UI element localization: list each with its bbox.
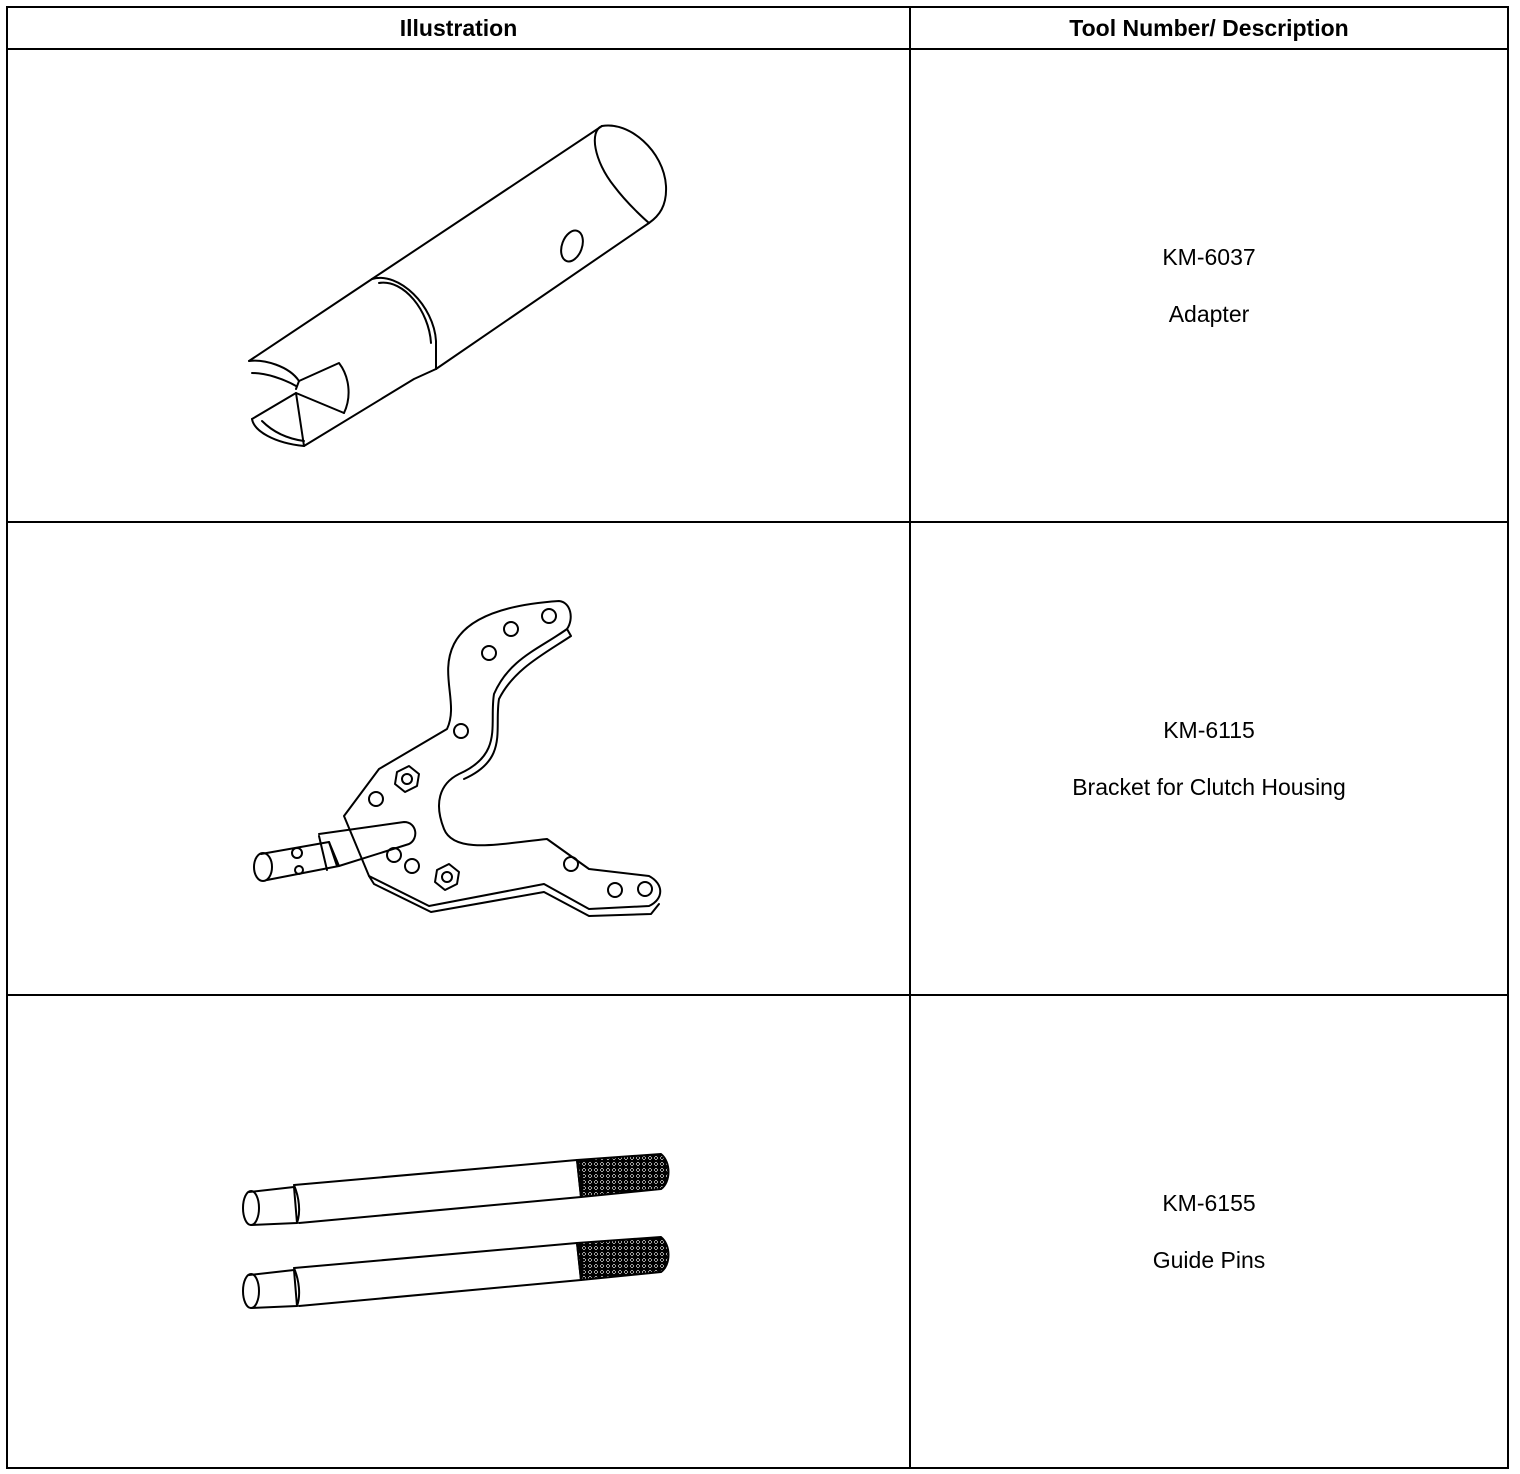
table-row	[7, 522, 1508, 995]
guide-pin-1	[243, 1154, 669, 1225]
header-tool-description: Tool Number/ Description	[910, 7, 1508, 49]
illustration-cell	[7, 49, 910, 522]
tool-number: KM-6037	[1162, 243, 1256, 270]
illustration-cell	[7, 522, 910, 995]
table-row	[7, 49, 1508, 522]
description-cell	[910, 522, 1508, 995]
table-header-row	[7, 7, 1508, 49]
header-illustration: Illustration	[7, 7, 910, 49]
tool-number: KM-6155	[1162, 1189, 1256, 1216]
guide-pin-2	[243, 1237, 669, 1308]
adapter-icon	[239, 116, 679, 456]
tool-name: Guide Pins	[1152, 1246, 1266, 1273]
special-tools-table	[6, 6, 1509, 1469]
description-cell	[910, 995, 1508, 1468]
tool-number: KM-6115	[1163, 716, 1255, 743]
tool-name: Adapter	[1168, 300, 1250, 327]
illustration-cell	[7, 995, 910, 1468]
clutch-housing-bracket-icon	[239, 589, 679, 929]
tool-name: Bracket for Clutch Housing	[1072, 773, 1346, 800]
description-cell	[910, 49, 1508, 522]
table-row	[7, 995, 1508, 1468]
guide-pins-icon	[239, 1062, 679, 1402]
